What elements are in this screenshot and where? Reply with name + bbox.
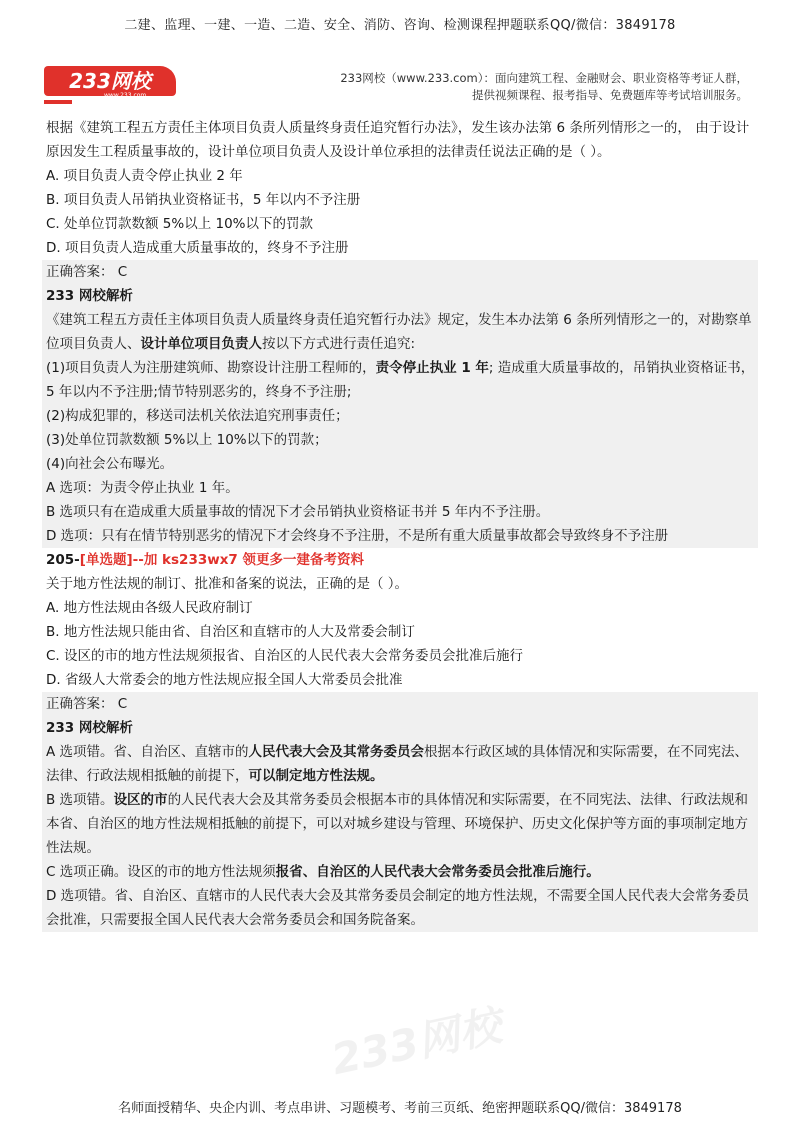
q2-option-a: A. 地方性法规由各级人民政府制订 (46, 600, 253, 616)
q2-option-d: D. 省级人大常委会的地方性法规应报全国人大常委员会批准 (46, 672, 403, 688)
site-logo[interactable] (44, 66, 182, 108)
footer-banner: 名师面授精华、央企内训、考点串讲、习题模考、考前三页纸、绝密押题联系QQ/微信：3849178 (118, 1101, 682, 1116)
q2-header: 205-[单选题]--加 ks233wx7 领更多一建备考资料 (46, 552, 365, 568)
q1-analysis-line7: B 选项只有在造成重大质量事故的情况下才会吊销执业资格证书并 5 年内不予注册。 (46, 504, 550, 520)
header-info-line1: 233网校（www.233.com）：面向建筑工程、金融财会、职业资格等考证人群， (340, 71, 748, 85)
q2-analysis-title: 233 网校解析 (46, 720, 133, 736)
q1-analysis-line8: D 选项：只有在情节特别恶劣的情况下才会终身不予注册，不是所有重大质量事故都会导致终身不予注册 (46, 528, 669, 544)
q1-analysis-line2: (1)项目负责人为注册建筑师、勘察设计注册工程师的，责令停止执业 1 年; 造成重大质量事故的，吊销执业资格证书， 5 年以内不予注册;情节特别恶劣的，终身不予注册; (46, 360, 755, 400)
logo-accent (44, 100, 72, 104)
q1-analysis-line3: (2)构成犯罪的，移送司法机关依法追究刑事责任； (46, 408, 349, 424)
q1-option-d: D. 项目负责人造成重大质量事故的，终身不予注册 (46, 240, 349, 256)
q1-option-c: C. 处单位罚款数额 5%以上 10%以下的罚款 (46, 216, 314, 232)
q1-analysis-title: 233 网校解析 (46, 288, 133, 304)
top-banner: 二建、监理、一建、一造、二造、安全、消防、咨询、检测课程押题联系QQ/微信：3849178 (124, 18, 676, 33)
header-info-line2: 提供视频课程、报考指导、免费题库等考试培训服务。 (472, 88, 748, 102)
q1-analysis-line1: 《建筑工程五方责任主体项目负责人质量终身责任追究暂行办法》规定，发生本办法第 6 条所列情形之一的，对勘察单位项目负责人、设计单位项目负责人按以下方式进行责任追究: (46, 312, 752, 352)
q2-option-c: C. 设区的市的地方性法规须报省、自治区的人民代表大会常务委员会批准后施行 (46, 648, 524, 664)
q2-analysis-line3: C 选项正确。设区的市的地方性法规须报省、自治区的人民代表大会常务委员会批准后施行。 (46, 864, 600, 880)
q2-option-b: B. 地方性法规只能由省、自治区和直辖市的人大及常委会制订 (46, 624, 415, 640)
q1-analysis (42, 284, 758, 548)
document-body (46, 116, 758, 932)
header-info (340, 70, 748, 104)
logo-sub: www.233.com (104, 92, 147, 99)
q1-analysis-line4: (3)处单位罚款数额 5%以上 10%以下的罚款； (46, 432, 328, 448)
q2-answer: 正确答案： C (42, 692, 758, 716)
q1-analysis-line5: (4)向社会公布曝光。 (46, 456, 174, 472)
q2-analysis (42, 716, 758, 932)
q2-analysis-line4: D 选项错。省、自治区、直辖市的人民代表大会及其常务委员会制定的地方性法规，不需要全国人民代表大会常务委员会批准，只需要报全国人民代表大会常务委员会和国务院备案。 (46, 888, 750, 928)
q2-analysis-line2: B 选项错。设区的市的人民代表大会及其常务委员会根据本市的具体情况和实际需要，在不同宪法、法律、行政法规和本省、自治区的地方性法规相抵触的前提下，可以对城乡建设与管理、环境保护、历史文化保护等方面的事项制定地方性法规。 (46, 792, 749, 856)
q1-stem: 根据《建筑工程五方责任主体项目负责人质量终身责任追究暂行办法》，发生该办法第 6 条所列情形之一的， 由于设计原因发生工程质量事故的，设计单位项目负责人及设计单位承担的法律责任说法正确的是（ ）。 (46, 120, 750, 160)
watermark-logo: 233网校 (327, 1000, 506, 1085)
q2-analysis-line1: A 选项错。省、自治区、直辖市的人民代表大会及其常务委员会根据本行政区域的具体情况和实际需要，在不同宪法、法律、行政法规相抵触的前提下，可以制定地方性法规。 (46, 744, 749, 784)
q1-option-b: B. 项目负责人吊销执业资格证书，5 年以内不予注册 (46, 192, 361, 208)
q1-analysis-line6: A 选项：为责令停止执业 1 年。 (46, 480, 239, 496)
logo-text: 233网校 (44, 66, 176, 96)
q1-answer: 正确答案： C (42, 260, 758, 284)
q2-stem: 关于地方性法规的制订、批准和备案的说法，正确的是（ ）。 (46, 576, 409, 592)
q1-option-a: A. 项目负责人责令停止执业 2 年 (46, 168, 243, 184)
